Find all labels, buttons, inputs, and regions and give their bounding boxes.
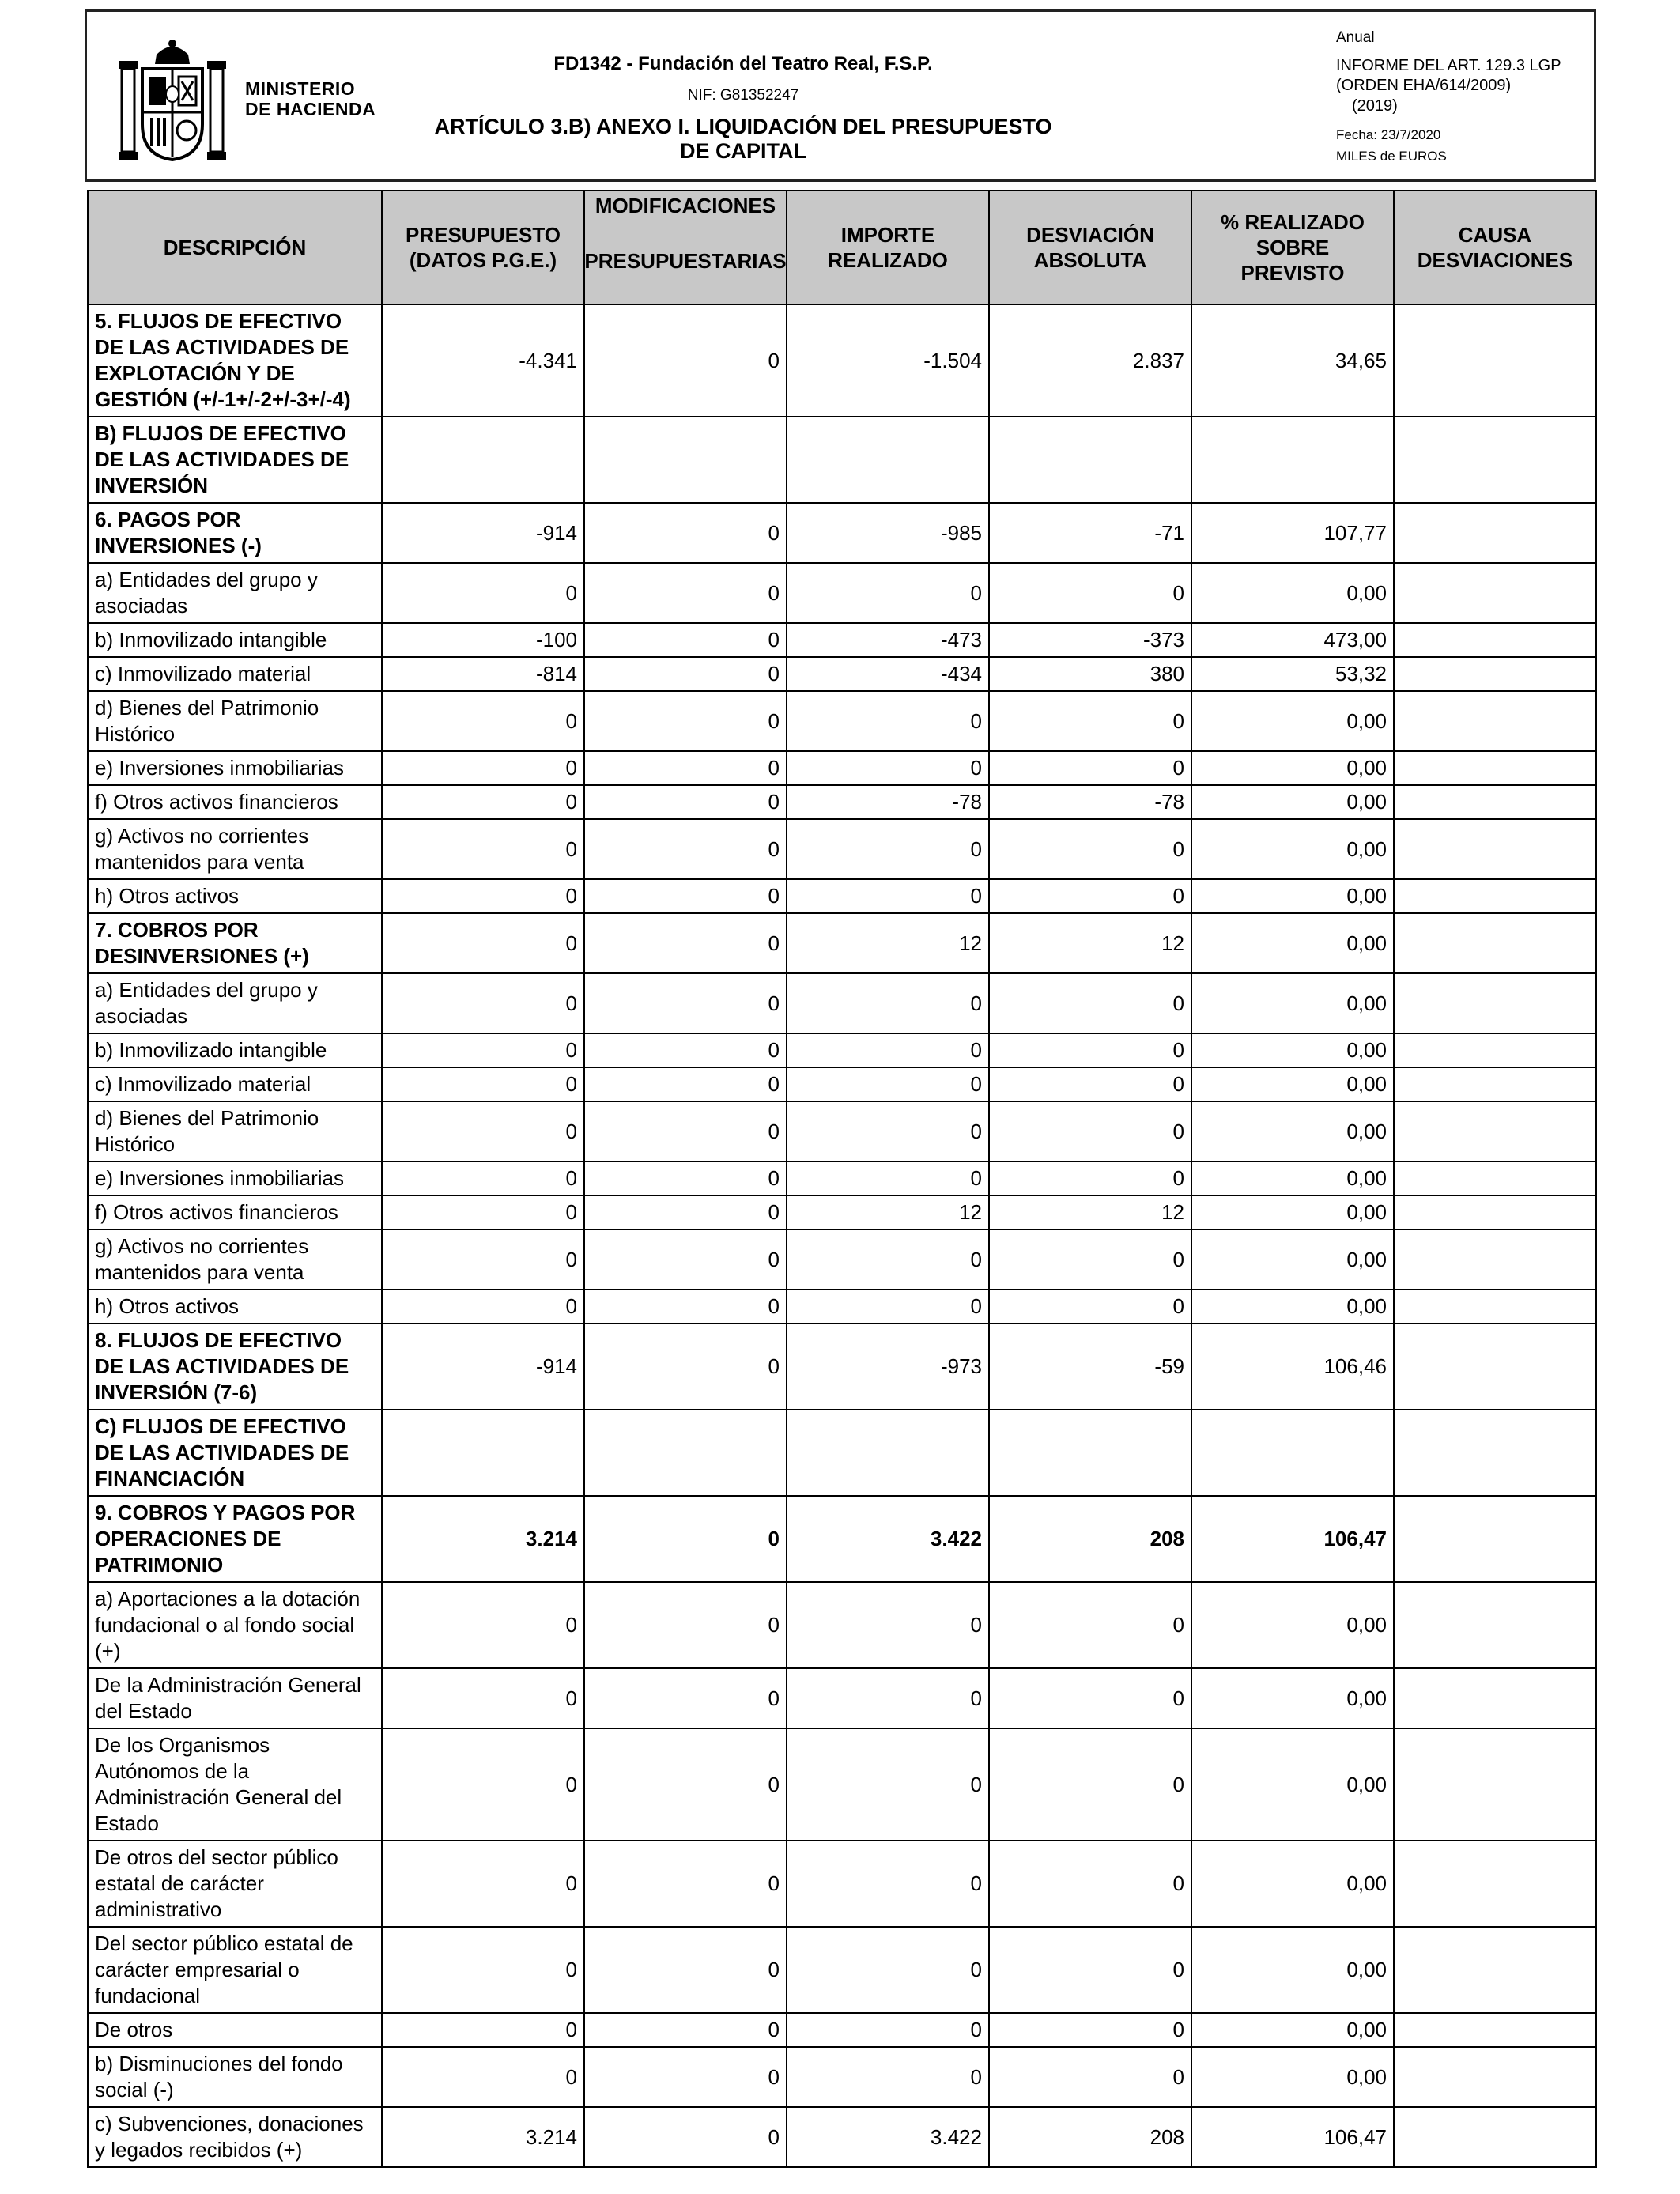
row-causa [1394, 785, 1596, 819]
row-desviacion: 0 [989, 1841, 1191, 1927]
row-causa [1394, 1410, 1596, 1496]
table-row [88, 1841, 1596, 1927]
row-modificaciones: 0 [584, 1229, 787, 1290]
col-modificaciones: MODIFICACIONES PRESUPUESTARIAS [584, 191, 787, 304]
row-presupuesto: 0 [382, 913, 584, 973]
row-importe [787, 417, 989, 503]
row-desviacion: 208 [989, 2107, 1191, 2167]
table-row [88, 657, 1596, 691]
row-modificaciones: 0 [584, 1195, 787, 1229]
row-causa [1394, 1229, 1596, 1290]
row-porcentaje: 106,47 [1191, 2107, 1394, 2167]
row-importe: -973 [787, 1324, 989, 1410]
row-modificaciones: 0 [584, 1290, 787, 1324]
row-porcentaje: 0,00 [1191, 691, 1394, 751]
row-desviacion [989, 417, 1191, 503]
col-causa: CAUSA DESVIACIONES [1394, 191, 1596, 304]
row-porcentaje: 0,00 [1191, 819, 1394, 879]
row-description: Del sector público estatal de carácter empresarial o fundacional [88, 1927, 382, 2013]
row-presupuesto: 0 [382, 1161, 584, 1195]
table-row [88, 819, 1596, 879]
row-desviacion: 0 [989, 1101, 1191, 1161]
row-causa [1394, 657, 1596, 691]
row-importe: 0 [787, 1101, 989, 1161]
row-causa [1394, 973, 1596, 1033]
table-row [88, 2013, 1596, 2047]
row-porcentaje: 0,00 [1191, 1229, 1394, 1290]
row-porcentaje: 0,00 [1191, 879, 1394, 913]
row-description: a) Entidades del grupo y asociadas [88, 563, 382, 623]
row-description: g) Activos no corrientes mantenidos para venta [88, 819, 382, 879]
row-desviacion: 0 [989, 1728, 1191, 1841]
row-causa [1394, 2107, 1596, 2167]
row-importe: 0 [787, 751, 989, 785]
row-importe: 0 [787, 879, 989, 913]
row-importe: 0 [787, 1161, 989, 1195]
row-presupuesto: 0 [382, 563, 584, 623]
row-porcentaje: 0,00 [1191, 751, 1394, 785]
row-importe: -434 [787, 657, 989, 691]
row-modificaciones: 0 [584, 304, 787, 417]
table-row [88, 1067, 1596, 1101]
row-desviacion: 0 [989, 751, 1191, 785]
row-presupuesto: 0 [382, 1067, 584, 1101]
row-desviacion: 0 [989, 1582, 1191, 1668]
row-description: f) Otros activos financieros [88, 785, 382, 819]
row-modificaciones: 0 [584, 913, 787, 973]
table-row [88, 1410, 1596, 1496]
row-description: 6. PAGOS POR INVERSIONES (-) [88, 503, 382, 563]
row-causa [1394, 913, 1596, 973]
row-desviacion: 380 [989, 657, 1191, 691]
row-modificaciones [584, 1410, 787, 1496]
table-row [88, 913, 1596, 973]
row-modificaciones: 0 [584, 1582, 787, 1668]
row-description: b) Inmovilizado intangible [88, 623, 382, 657]
row-importe: 0 [787, 973, 989, 1033]
table-row [88, 623, 1596, 657]
report-units: MILES de EUROS [1336, 149, 1447, 164]
row-porcentaje: 473,00 [1191, 623, 1394, 657]
row-porcentaje: 0,00 [1191, 785, 1394, 819]
row-desviacion: 0 [989, 2013, 1191, 2047]
row-importe: 0 [787, 1668, 989, 1728]
row-desviacion: 0 [989, 1067, 1191, 1101]
row-presupuesto: 0 [382, 1229, 584, 1290]
row-importe: 0 [787, 1841, 989, 1927]
table-row [88, 2047, 1596, 2107]
row-description: b) Disminuciones del fondo social (-) [88, 2047, 382, 2107]
row-description: 5. FLUJOS DE EFECTIVO DE LAS ACTIVIDADES DE EXPLOTACIÓN Y DE GESTIÓN (+/-1+/-2+/-3+/-4) [88, 304, 382, 417]
entity-name: FD1342 - Fundación del Teatro Real, F.S.P. [553, 53, 933, 74]
row-modificaciones [584, 417, 787, 503]
col-presupuesto: PRESUPUESTO (DATOS P.G.E.) [382, 191, 584, 304]
row-presupuesto: 0 [382, 1290, 584, 1324]
row-porcentaje [1191, 1410, 1394, 1496]
row-porcentaje: 53,32 [1191, 657, 1394, 691]
row-desviacion: 0 [989, 879, 1191, 913]
row-importe: -1.504 [787, 304, 989, 417]
row-causa [1394, 751, 1596, 785]
ministry-name [245, 78, 376, 119]
row-presupuesto: 0 [382, 1927, 584, 2013]
row-causa [1394, 1927, 1596, 2013]
row-importe: 0 [787, 819, 989, 879]
row-importe: 0 [787, 1290, 989, 1324]
row-presupuesto: -4.341 [382, 304, 584, 417]
row-importe: 3.422 [787, 1496, 989, 1582]
row-description: De otros del sector público estatal de carácter administrativo [88, 1841, 382, 1927]
table-row [88, 1582, 1596, 1668]
report-informe: INFORME DEL ART. 129.3 LGP [1336, 57, 1561, 74]
row-porcentaje: 0,00 [1191, 1582, 1394, 1668]
table-row [88, 1290, 1596, 1324]
row-porcentaje: 0,00 [1191, 1927, 1394, 2013]
row-porcentaje: 0,00 [1191, 1161, 1394, 1195]
row-description: h) Otros activos [88, 1290, 382, 1324]
row-modificaciones: 0 [584, 503, 787, 563]
table-row [88, 1101, 1596, 1161]
row-modificaciones: 0 [584, 785, 787, 819]
row-description: c) Inmovilizado material [88, 657, 382, 691]
row-causa [1394, 563, 1596, 623]
row-desviacion: 0 [989, 1927, 1191, 2013]
row-modificaciones: 0 [584, 1324, 787, 1410]
row-importe: 0 [787, 1728, 989, 1841]
row-causa [1394, 691, 1596, 751]
table-row [88, 1033, 1596, 1067]
row-desviacion: 0 [989, 1033, 1191, 1067]
row-importe: 0 [787, 1582, 989, 1668]
row-porcentaje: 106,46 [1191, 1324, 1394, 1410]
row-description: d) Bienes del Patrimonio Histórico [88, 691, 382, 751]
row-desviacion: 0 [989, 1161, 1191, 1195]
table-header-row [88, 191, 1596, 304]
row-modificaciones: 0 [584, 1101, 787, 1161]
row-importe: 0 [787, 2013, 989, 2047]
row-modificaciones: 0 [584, 2107, 787, 2167]
row-causa [1394, 1101, 1596, 1161]
row-description: e) Inversiones inmobiliarias [88, 751, 382, 785]
row-causa [1394, 879, 1596, 913]
row-modificaciones: 0 [584, 1668, 787, 1728]
col-realizado: % REALIZADO SOBRE PREVISTO [1191, 191, 1394, 304]
row-porcentaje: 0,00 [1191, 1841, 1394, 1927]
table-row [88, 785, 1596, 819]
row-presupuesto: 0 [382, 1668, 584, 1728]
row-presupuesto: 0 [382, 819, 584, 879]
row-presupuesto: 0 [382, 785, 584, 819]
row-presupuesto: 0 [382, 879, 584, 913]
row-importe: -473 [787, 623, 989, 657]
row-porcentaje: 0,00 [1191, 1067, 1394, 1101]
row-modificaciones: 0 [584, 1161, 787, 1195]
row-desviacion: 0 [989, 563, 1191, 623]
row-description: De los Organismos Autónomos de la Administración General del Estado [88, 1728, 382, 1841]
row-desviacion: 0 [989, 1290, 1191, 1324]
row-modificaciones: 0 [584, 1841, 787, 1927]
row-desviacion: 12 [989, 913, 1191, 973]
table-row [88, 503, 1596, 563]
row-presupuesto: 0 [382, 2047, 584, 2107]
row-modificaciones: 0 [584, 1067, 787, 1101]
row-presupuesto: 0 [382, 1033, 584, 1067]
row-porcentaje: 0,00 [1191, 1290, 1394, 1324]
row-importe: 0 [787, 1067, 989, 1101]
row-modificaciones: 0 [584, 2013, 787, 2047]
row-description: 9. COBROS Y PAGOS POR OPERACIONES DE PATRIMONIO [88, 1496, 382, 1582]
row-porcentaje: 34,65 [1191, 304, 1394, 417]
row-causa [1394, 2013, 1596, 2047]
row-causa [1394, 2047, 1596, 2107]
row-importe: -985 [787, 503, 989, 563]
spanish-coat-of-arms-icon [117, 37, 228, 164]
row-desviacion: 0 [989, 819, 1191, 879]
row-modificaciones: 0 [584, 879, 787, 913]
report-date: Fecha: 23/7/2020 [1336, 127, 1441, 142]
col-descripcion: DESCRIPCIÓN [88, 191, 382, 304]
table-row [88, 973, 1596, 1033]
row-description: c) Subvenciones, donaciones y legados recibidos (+) [88, 2107, 382, 2167]
row-importe: -78 [787, 785, 989, 819]
table-row [88, 1229, 1596, 1290]
row-porcentaje: 107,77 [1191, 503, 1394, 563]
row-importe: 12 [787, 1195, 989, 1229]
row-desviacion: 0 [989, 2047, 1191, 2107]
row-causa [1394, 623, 1596, 657]
table-row [88, 1728, 1596, 1841]
row-modificaciones: 0 [584, 1728, 787, 1841]
row-presupuesto: 0 [382, 2013, 584, 2047]
row-porcentaje: 0,00 [1191, 1033, 1394, 1067]
row-presupuesto: 3.214 [382, 2107, 584, 2167]
report-period: Anual [1336, 29, 1375, 46]
row-desviacion: 0 [989, 1229, 1191, 1290]
report-year: (2019) [1352, 97, 1398, 115]
table-row [88, 304, 1596, 417]
table-row [88, 879, 1596, 913]
table-row [88, 691, 1596, 751]
table-row [88, 1195, 1596, 1229]
row-description: g) Activos no corrientes mantenidos para venta [88, 1229, 382, 1290]
row-desviacion: -78 [989, 785, 1191, 819]
row-causa [1394, 503, 1596, 563]
row-causa [1394, 1324, 1596, 1410]
row-description: a) Aportaciones a la dotación fundacional o al fondo social (+) [88, 1582, 382, 1668]
row-importe [787, 1410, 989, 1496]
table-row [88, 1496, 1596, 1582]
col-importe: IMPORTE REALIZADO [787, 191, 989, 304]
row-presupuesto [382, 1410, 584, 1496]
row-presupuesto [382, 417, 584, 503]
row-importe: 3.422 [787, 2107, 989, 2167]
row-desviacion: 2.837 [989, 304, 1191, 417]
row-porcentaje: 0,00 [1191, 973, 1394, 1033]
row-causa [1394, 1728, 1596, 1841]
row-desviacion: 0 [989, 973, 1191, 1033]
row-description: b) Inmovilizado intangible [88, 1033, 382, 1067]
row-presupuesto: -814 [382, 657, 584, 691]
row-description: De otros [88, 2013, 382, 2047]
row-importe: 0 [787, 1927, 989, 2013]
row-porcentaje: 0,00 [1191, 2013, 1394, 2047]
row-modificaciones: 0 [584, 563, 787, 623]
row-presupuesto: 0 [382, 1728, 584, 1841]
table-row [88, 1927, 1596, 2013]
ministry-line-1: MINISTERIO [245, 78, 356, 99]
row-causa [1394, 1161, 1596, 1195]
row-modificaciones: 0 [584, 1927, 787, 2013]
row-importe: 0 [787, 2047, 989, 2107]
row-causa [1394, 417, 1596, 503]
row-causa [1394, 1067, 1596, 1101]
row-porcentaje: 0,00 [1191, 1728, 1394, 1841]
row-porcentaje: 0,00 [1191, 1195, 1394, 1229]
report-header [85, 9, 1596, 182]
row-desviacion: 12 [989, 1195, 1191, 1229]
row-porcentaje: 0,00 [1191, 1668, 1394, 1728]
report-orden: (ORDEN EHA/614/2009) [1336, 77, 1512, 94]
row-porcentaje: 0,00 [1191, 2047, 1394, 2107]
table-row [88, 563, 1596, 623]
row-porcentaje: 0,00 [1191, 913, 1394, 973]
row-importe: 0 [787, 1033, 989, 1067]
row-description: e) Inversiones inmobiliarias [88, 1161, 382, 1195]
row-porcentaje: 106,47 [1191, 1496, 1394, 1582]
row-modificaciones: 0 [584, 751, 787, 785]
row-presupuesto: 0 [382, 1101, 584, 1161]
row-presupuesto: 0 [382, 1841, 584, 1927]
row-description: f) Otros activos financieros [88, 1195, 382, 1229]
row-presupuesto: 0 [382, 751, 584, 785]
row-presupuesto: 0 [382, 1195, 584, 1229]
table-row [88, 1324, 1596, 1410]
row-desviacion: -71 [989, 503, 1191, 563]
row-causa [1394, 304, 1596, 417]
row-presupuesto: -100 [382, 623, 584, 657]
row-desviacion [989, 1410, 1191, 1496]
row-causa [1394, 1290, 1596, 1324]
table-row [88, 417, 1596, 503]
ministry-line-2: DE HACIENDA [245, 99, 376, 119]
row-description: d) Bienes del Patrimonio Histórico [88, 1101, 382, 1161]
row-description: 7. COBROS POR DESINVERSIONES (+) [88, 913, 382, 973]
row-desviacion: -59 [989, 1324, 1191, 1410]
row-modificaciones: 0 [584, 623, 787, 657]
capital-budget-table [87, 190, 1597, 2168]
row-importe: 0 [787, 563, 989, 623]
row-causa [1394, 1195, 1596, 1229]
row-modificaciones: 0 [584, 1496, 787, 1582]
row-presupuesto: 3.214 [382, 1496, 584, 1582]
row-importe: 12 [787, 913, 989, 973]
row-causa [1394, 1496, 1596, 1582]
col-desviacion: DESVIACIÓN ABSOLUTA [989, 191, 1191, 304]
row-description: De la Administración General del Estado [88, 1668, 382, 1728]
row-modificaciones: 0 [584, 691, 787, 751]
row-presupuesto: 0 [382, 691, 584, 751]
table-row [88, 751, 1596, 785]
row-modificaciones: 0 [584, 819, 787, 879]
row-porcentaje [1191, 417, 1394, 503]
row-description: c) Inmovilizado material [88, 1067, 382, 1101]
row-presupuesto: -914 [382, 1324, 584, 1410]
row-description: a) Entidades del grupo y asociadas [88, 973, 382, 1033]
row-desviacion: -373 [989, 623, 1191, 657]
row-description: h) Otros activos [88, 879, 382, 913]
table-row [88, 1161, 1596, 1195]
row-modificaciones: 0 [584, 657, 787, 691]
row-causa [1394, 1033, 1596, 1067]
row-porcentaje: 0,00 [1191, 563, 1394, 623]
entity-nif: NIF: G81352247 [687, 87, 799, 104]
row-importe: 0 [787, 1229, 989, 1290]
row-presupuesto: 0 [382, 1582, 584, 1668]
row-desviacion: 208 [989, 1496, 1191, 1582]
row-description: C) FLUJOS DE EFECTIVO DE LAS ACTIVIDADES DE FINANCIACIÓN [88, 1410, 382, 1496]
row-modificaciones: 0 [584, 973, 787, 1033]
row-porcentaje: 0,00 [1191, 1101, 1394, 1161]
row-causa [1394, 819, 1596, 879]
row-causa [1394, 1668, 1596, 1728]
row-causa [1394, 1841, 1596, 1927]
table-row [88, 1668, 1596, 1728]
row-presupuesto: 0 [382, 973, 584, 1033]
row-causa [1394, 1582, 1596, 1668]
report-title: ARTÍCULO 3.B) ANEXO I. LIQUIDACIÓN DEL PRESUPUESTO DE CAPITAL [434, 115, 1052, 163]
row-desviacion: 0 [989, 1668, 1191, 1728]
row-importe: 0 [787, 691, 989, 751]
row-desviacion: 0 [989, 691, 1191, 751]
row-presupuesto: -914 [382, 503, 584, 563]
row-modificaciones: 0 [584, 2047, 787, 2107]
table-row [88, 2107, 1596, 2167]
row-modificaciones: 0 [584, 1033, 787, 1067]
row-description: 8. FLUJOS DE EFECTIVO DE LAS ACTIVIDADES DE INVERSIÓN (7-6) [88, 1324, 382, 1410]
row-description: B) FLUJOS DE EFECTIVO DE LAS ACTIVIDADES DE INVERSIÓN [88, 417, 382, 503]
